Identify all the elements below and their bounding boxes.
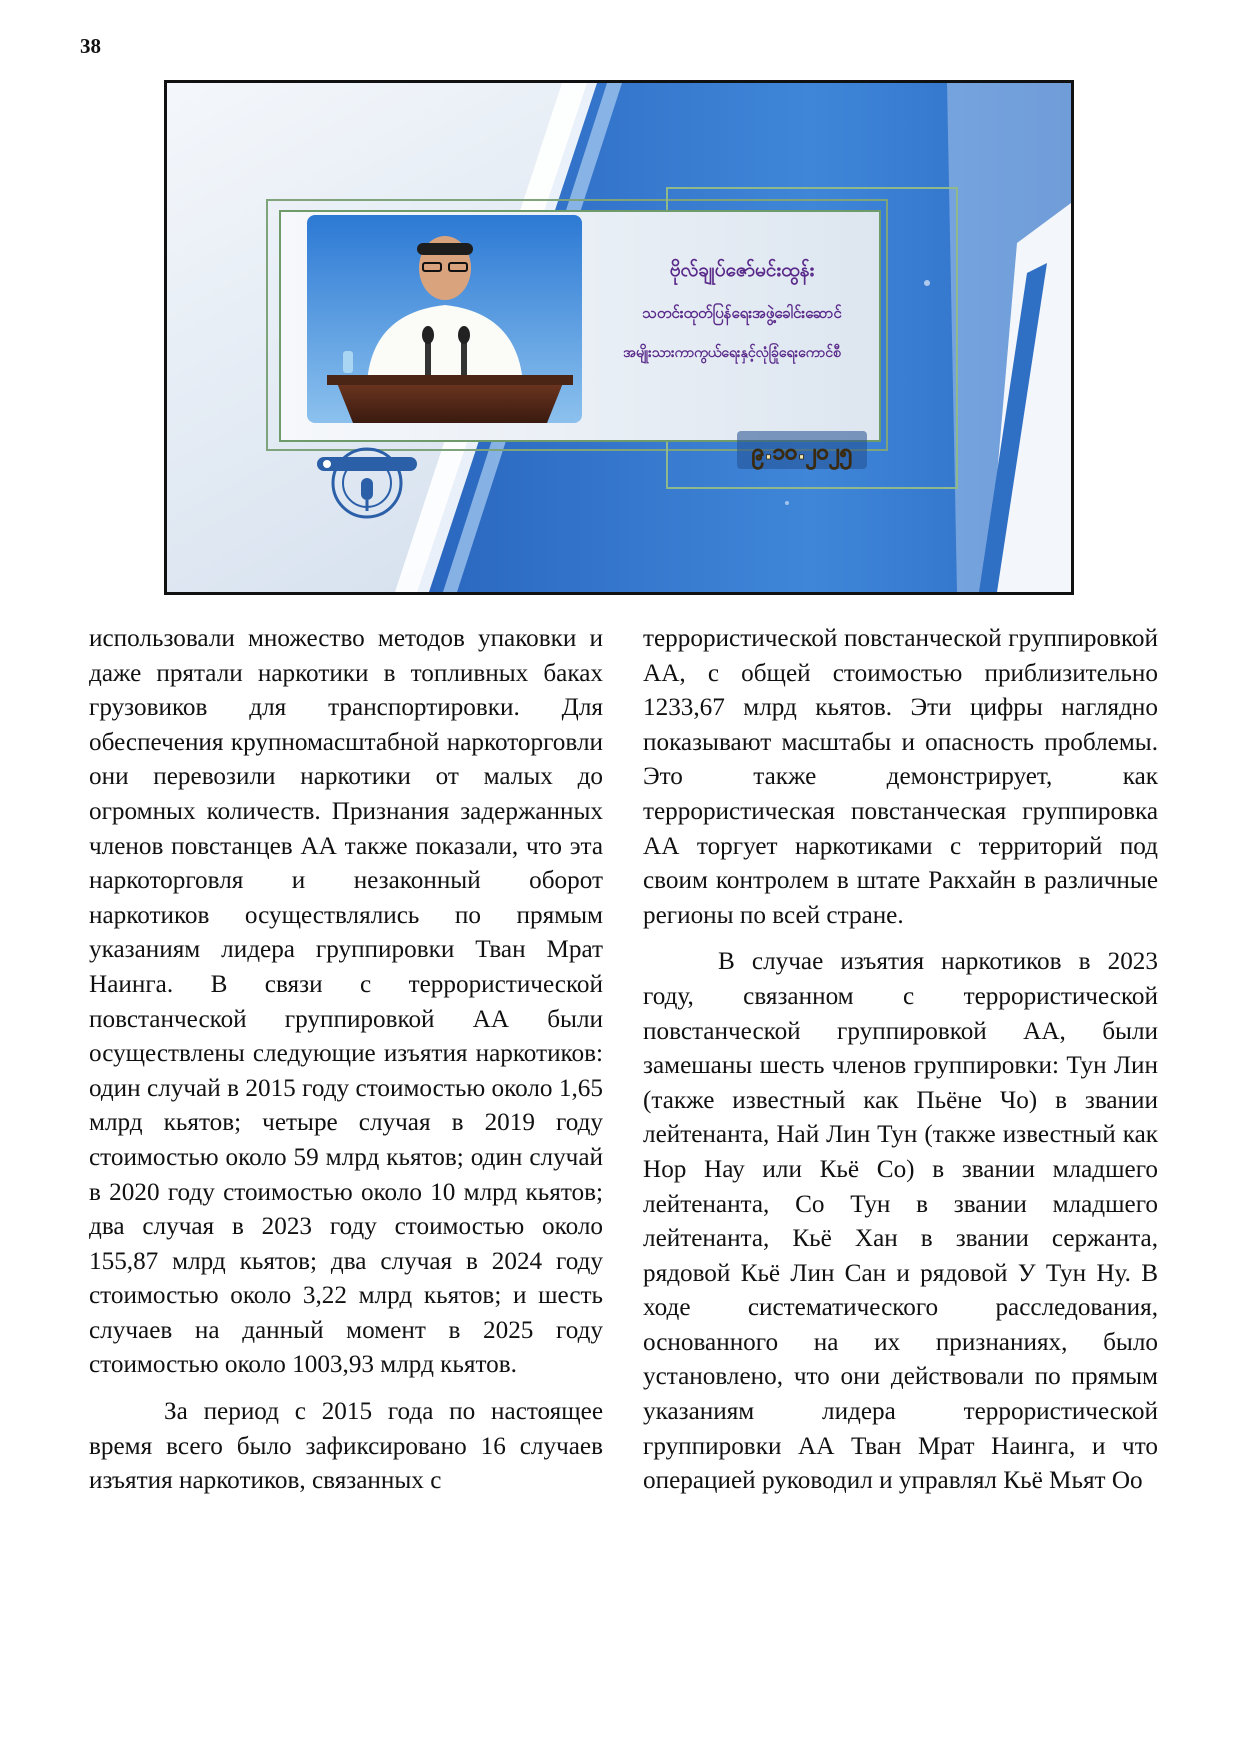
page-number: 38 bbox=[80, 34, 101, 58]
right-text-column bbox=[643, 622, 1158, 1499]
speaker-portrait-photo bbox=[307, 215, 582, 423]
broadcast-date: ၉.၁၀.၂၀၂၅ bbox=[751, 440, 853, 465]
caption-organization: အမျိုးသားကာကွယ်ရေးနှင့်လုံခြုံရေးကောင်စီ bbox=[623, 345, 841, 361]
left-text-column bbox=[89, 622, 603, 1499]
paragraph: использовали множество методов упаковки и даже прятали наркотики в топливных баках грузовиков для транспортировки. Для обеспечения крупномасштабной наркоторговли они перевозили наркотики от малых до огромных количеств. Признания задержанных членов повстанцев АА также показали, что эта наркоторговля и незаконный оборот наркотиков осуществлялись по прямым указаниям лидера группировки Тван Мрат Наинга. В связи с террористической повстанческой группировкой АА были осуществлены следующие изъятия наркотиков: один случай в 2015 году стоимостью около 1,65 млрд кьятов; четыре случая в 2019 году стоимостью около 59 млрд кьятов; один случай в 2020 году стоимостью около 10 млрд кьятов; два случая в 2023 году стоимостью около 155,87 млрд кьятов; два случая в 2024 году стоимостью около 3,22 млрд кьятов; и шесть случаев на данный момент в 2025 году стоимостью около 1003,93 млрд кьятов. bbox=[89, 625, 603, 1379]
paragraph: террористической повстанческой группировкой АА, с общей стоимостью приблизительно 1233,67 млрд кьятов. Эти цифры наглядно показывают масштабы и опасность проблемы. Это также демонстрирует, как террористическая повстанческая группировка АА торгует наркотиками с территорий под своим контролем в штате Ракхайн в различные регионы по всей стране. bbox=[643, 625, 1158, 929]
news-broadcast-image bbox=[164, 80, 1074, 595]
caption-name: ဗိုလ်ချုပ်ဇော်မင်းထွန်း bbox=[669, 259, 815, 281]
paragraph: В случае изъятия наркотиков в 2023 году, связанном с террористической повстанческой группировкой АА, были замешаны шесть членов группировки: Тун Лин (также известный как Пьёне Чо) в звании лейтенанта, Най Лин Тун (также известный как Нор Нау или Кьё Со) в звании младшего лейтенанта, Со Тун в звании младшего лейтенанта, Кьё Хан в звании сержанта, рядовой Кьё Лин Сан и рядовой У Тун Ну. В ходе систематического расследования, основанного на их признаниях, было установлено, что они действовали по прямым указаниям лидера террористической группировки АА Тван Мрат Наинга, и что операцией руководил и управлял Кьё Мьят Оо bbox=[643, 948, 1158, 1495]
paragraph: За период с 2015 года по настоящее время всего было зафиксировано 16 случаев изъятия наркотиков, связанных с bbox=[89, 1398, 603, 1495]
caption-title: သတင်းထုတ်ပြန်ရေးအဖွဲ့ခေါင်းဆောင် bbox=[642, 304, 842, 322]
